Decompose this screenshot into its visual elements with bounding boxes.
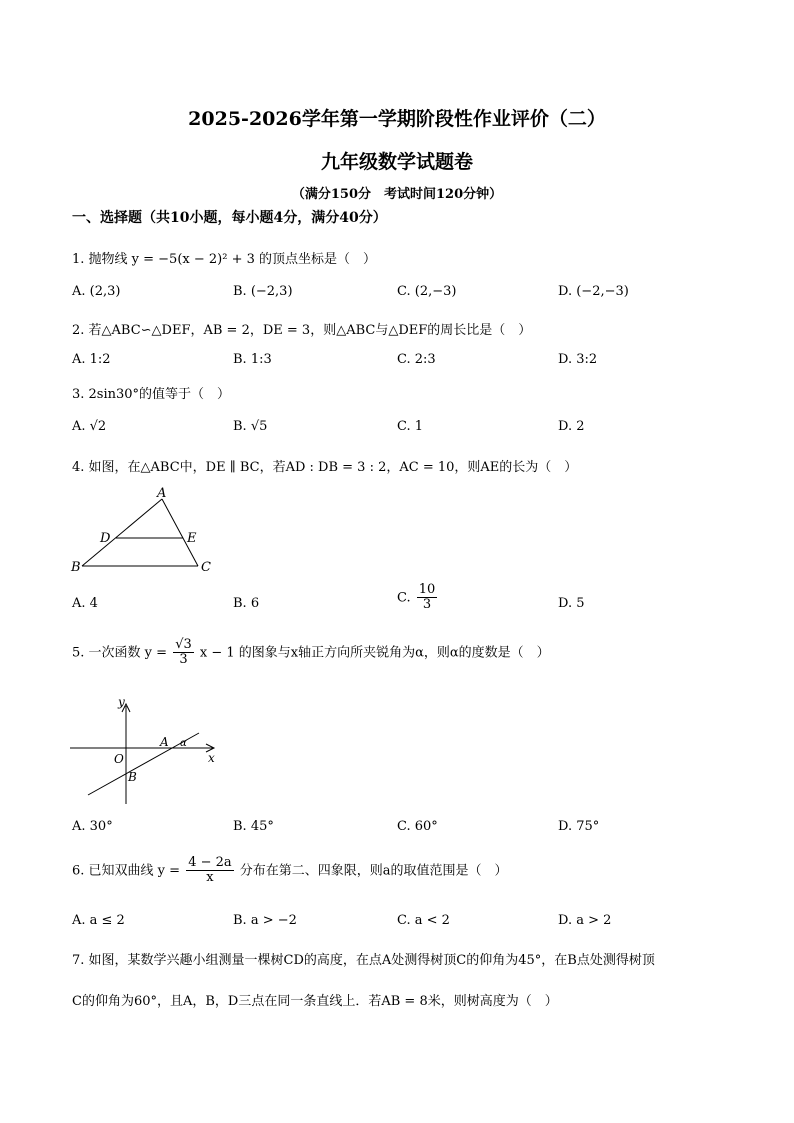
label-d: D <box>100 531 111 546</box>
label-c: C <box>201 560 211 575</box>
q2-option-a: A. 1:2 <box>72 352 111 367</box>
q4-option-b: B. 6 <box>233 596 260 611</box>
q1-option-a: A. (2,3) <box>72 284 121 299</box>
question-1: 1. 抛物线 y = −5(x − 2)² + 3 的顶点坐标是（ ） <box>72 252 377 267</box>
page-title: 2025-2026学年第一学期阶段性作业评价（二） <box>188 108 606 130</box>
q5-option-d: D. 75° <box>558 819 600 834</box>
label-b: B <box>128 770 137 784</box>
side-ab <box>82 499 162 566</box>
q6-option-d: D. a > 2 <box>558 913 612 928</box>
fraction-numerator: √3 <box>175 637 192 652</box>
question-3: 3. 2sin30°的值等于（ ） <box>72 387 231 402</box>
q6-option-b: B. a > −2 <box>233 913 297 928</box>
q3-option-c: C. 1 <box>397 419 424 434</box>
question-5 <box>72 638 550 668</box>
fraction-denominator: 3 <box>422 597 432 613</box>
q4-option-c-fraction <box>417 583 438 613</box>
q3-option-b: B. √5 <box>233 419 268 434</box>
q4-option-c-label: C. <box>397 590 411 606</box>
label-a: A <box>160 735 169 749</box>
q5-prefix: 5. 一次函数 y = <box>72 645 168 661</box>
q5-fraction <box>173 638 194 668</box>
label-x: x <box>208 751 215 765</box>
q6-option-c: C. a < 2 <box>397 913 450 928</box>
q3-option-d: D. 2 <box>558 419 585 434</box>
question-7-line-1: 7. 如图，某数学兴趣小组测量一棵树CD的高度，在点A处测得树顶C的仰角为45°，在B点处测得树顶 <box>72 953 655 968</box>
question-6 <box>72 856 508 886</box>
exam-note: （满分150分 考试时间120分钟） <box>291 187 503 202</box>
q1-option-d: D. (−2,−3) <box>558 284 629 299</box>
q2-option-c: C. 2:3 <box>397 352 436 367</box>
label-y: y <box>118 695 125 709</box>
q5-suffix: x − 1 的图象与x轴正方向所夹锐角为α，则α的度数是（ ） <box>199 645 550 661</box>
fraction-numerator: 4 − 2a <box>188 855 232 870</box>
q6-option-a: A. a ≤ 2 <box>72 913 125 928</box>
label-alpha: α <box>180 738 187 749</box>
question-2: 2. 若△ABC∽△DEF，AB = 2，DE = 3，则△ABC与△DEF的周长比是（ ） <box>72 323 532 338</box>
q4-option-c <box>397 583 439 613</box>
linear-function-figure <box>66 692 226 810</box>
label-e: E <box>187 531 197 546</box>
q4-option-a: A. 4 <box>72 596 98 611</box>
label-o: O <box>114 752 124 766</box>
question-4: 4. 如图，在△ABC中，DE ∥ BC，若AD : DB = 3 : 2，AC = 10，则AE的长为（ ） <box>72 460 578 475</box>
q2-option-b: B. 1:3 <box>233 352 272 367</box>
q6-prefix: 6. 已知双曲线 y = <box>72 863 181 879</box>
fraction-numerator: 10 <box>418 582 436 597</box>
fraction-denominator: 3 <box>179 652 188 668</box>
question-7-line-2: C的仰角为60°，且A，B，D三点在同一条直线上．若AB = 8米，则树高度为（ ） <box>72 994 558 1009</box>
q1-option-b: B. (−2,3) <box>233 284 293 299</box>
page-subtitle: 九年级数学试题卷 <box>320 151 473 173</box>
q4-option-d: D. 5 <box>558 596 585 611</box>
triangle-figure <box>66 482 226 577</box>
fraction-denominator: x <box>206 870 214 886</box>
q2-option-d: D. 3:2 <box>558 352 598 367</box>
label-b: B <box>71 560 81 575</box>
q5-option-b: B. 45° <box>233 819 274 834</box>
label-a: A <box>157 486 167 501</box>
q5-option-a: A. 30° <box>72 819 113 834</box>
q3-option-a: A. √2 <box>72 419 107 434</box>
q6-suffix: 分布在第二、四象限，则a的取值范围是（ ） <box>239 863 508 879</box>
q6-fraction <box>186 856 233 886</box>
q5-option-c: C. 60° <box>397 819 438 834</box>
q1-option-c: C. (2,−3) <box>397 284 457 299</box>
section-heading: 一、选择题（共10小题，每小题4分，满分40分） <box>72 210 387 226</box>
